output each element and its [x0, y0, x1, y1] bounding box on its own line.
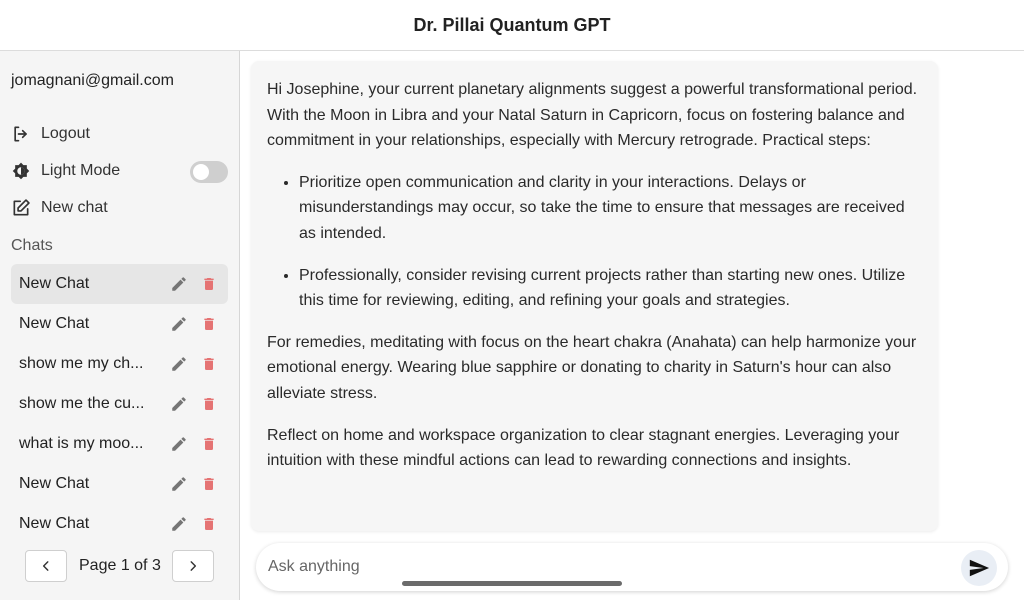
trash-icon[interactable]	[201, 355, 217, 373]
assistant-message	[251, 61, 938, 531]
pencil-icon[interactable]	[170, 435, 188, 453]
chevron-right-icon	[186, 559, 200, 573]
pencil-icon[interactable]	[170, 315, 188, 333]
trash-icon[interactable]	[201, 275, 217, 293]
edit-square-icon	[11, 198, 31, 218]
trash-icon[interactable]	[201, 475, 217, 493]
chat-item[interactable]	[11, 424, 228, 464]
logout-icon	[11, 124, 31, 144]
chat-title: show me the cu...	[19, 395, 145, 412]
message-closing: Reflect on home and workspace organization to clear stagnant energies. Leveraging your intuition with these mindful actions can lead to rewarding connections and insights.	[267, 426, 900, 470]
list-item: • Professionally, consider revising current projects rather than starting new ones. Utilize this time for reviewing, editing, and refining your goals and strategies.	[299, 263, 922, 314]
chat-item[interactable]	[11, 384, 228, 424]
chevron-left-icon	[39, 559, 53, 573]
chat-title: New Chat	[19, 275, 90, 292]
next-page-button[interactable]	[172, 550, 214, 582]
toggle-knob	[193, 164, 209, 180]
chat-list	[11, 264, 228, 544]
brightness-icon	[11, 161, 31, 181]
light-mode-toggle[interactable]	[190, 161, 228, 183]
list-item: • Prioritize open communication and clarity in your interactions. Delays or misunderstandings may occur, so take the time to ensure that messages are received as intended.	[299, 170, 922, 247]
chat-panel	[241, 51, 1024, 600]
theme-setting	[11, 157, 120, 185]
logout-label: Logout	[41, 125, 90, 142]
composer	[256, 543, 1008, 591]
user-email: jomagnani@gmail.com	[11, 72, 174, 89]
chats-heading: Chats	[11, 237, 53, 254]
chat-title: New Chat	[19, 515, 90, 532]
pencil-icon[interactable]	[170, 475, 188, 493]
chat-item[interactable]	[11, 504, 228, 544]
pencil-icon[interactable]	[170, 395, 188, 413]
theme-label: Light Mode	[41, 162, 121, 179]
send-icon	[968, 557, 990, 579]
chat-item[interactable]	[11, 344, 228, 384]
message-intro: Hi Josephine, your current planetary alignments suggest a powerful transformational period. With the Moon in Libra and your Natal Saturn in Capricorn, focus on fostering balance and commitment in your relationships, especially with Mercury retrograde. Practical steps:	[267, 81, 918, 150]
sidebar	[0, 51, 240, 600]
chat-item[interactable]	[11, 264, 228, 304]
page-indicator: Page 1 of 3	[79, 557, 161, 574]
horizontal-scrollbar[interactable]	[402, 581, 622, 586]
message-remedies: For remedies, meditating with focus on the heart chakra (Anahata) can help harmonize your emotional energy. Wearing blue sapphire or donating to charity in Saturn's hour can also alleviate stress.	[267, 333, 917, 402]
chat-title: New Chat	[19, 475, 90, 492]
steps-list	[267, 170, 922, 314]
pencil-icon[interactable]	[170, 515, 188, 533]
logout-button[interactable]	[11, 120, 90, 148]
pencil-icon[interactable]	[170, 355, 188, 373]
pencil-icon[interactable]	[170, 275, 188, 293]
chat-item[interactable]	[11, 464, 228, 504]
message-input[interactable]	[268, 553, 948, 581]
trash-icon[interactable]	[201, 435, 217, 453]
trash-icon[interactable]	[201, 515, 217, 533]
previous-page-button[interactable]	[25, 550, 67, 582]
pagination	[0, 545, 240, 585]
trash-icon[interactable]	[201, 395, 217, 413]
chat-title: show me my ch...	[19, 355, 144, 372]
top-bar	[0, 0, 1024, 51]
new-chat-button[interactable]	[11, 194, 108, 222]
chat-title: New Chat	[19, 315, 90, 332]
chat-title: what is my moo...	[19, 435, 144, 452]
send-button[interactable]	[961, 550, 997, 586]
new-chat-label: New chat	[41, 199, 108, 216]
trash-icon[interactable]	[201, 315, 217, 333]
chat-item[interactable]	[11, 304, 228, 344]
app-title: Dr. Pillai Quantum GPT	[413, 14, 611, 35]
